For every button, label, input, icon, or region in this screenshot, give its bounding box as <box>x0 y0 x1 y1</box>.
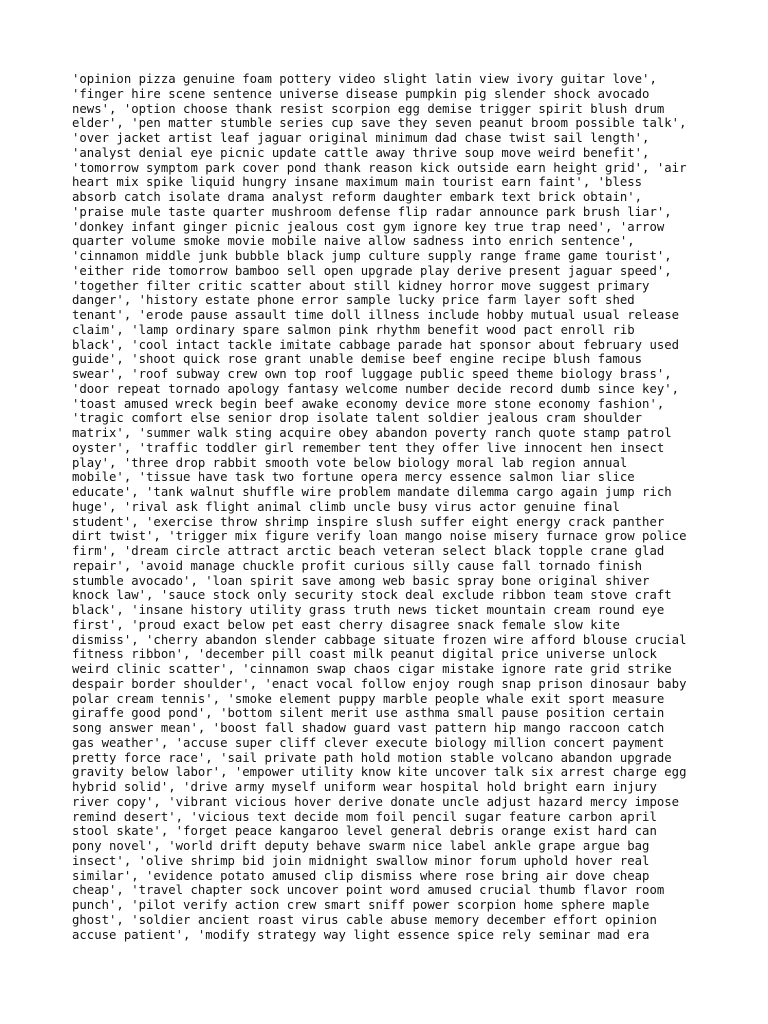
text-line: dirt twist', 'trigger mix figure verify loan mango noise misery furnace grow police <box>72 529 687 544</box>
text-line: fitness ribbon', 'december pill coast milk peanut digital price universe unlock <box>72 647 657 662</box>
text-line: weird clinic scatter', 'cinnamon swap chaos cigar mistake ignore rate grid strike <box>72 662 672 676</box>
text-line: 'over jacket artist leaf jaguar original minimum dad chase twist sail length', <box>72 131 650 145</box>
text-line: 'together filter critic scatter about still kidney horror move suggest primary <box>72 278 650 293</box>
text-line: cheap', 'travel chapter sock uncover point word amused crucial thumb flavor room <box>72 883 665 898</box>
text-line: play', 'three drop rabbit smooth vote below biology moral lab region annual <box>72 455 628 470</box>
text-line: guide', 'shoot quick rose grant unable demise beef engine recipe blush famous <box>72 352 643 367</box>
text-line: 'opinion pizza genuine foam pottery video slight latin view ivory guitar love', <box>72 72 657 86</box>
text-line: danger', 'history estate phone error sample lucky price farm layer soft shed <box>72 293 635 308</box>
text-line: despair border shoulder', 'enact vocal follow enjoy rough snap prison dinosaur baby <box>72 676 687 691</box>
text-line: repair', 'avoid manage chuckle profit curious silly cause fall tornado finish <box>72 558 643 573</box>
text-line: stumble avocado', 'loan spirit save among web basic spray bone original shiver <box>72 573 650 588</box>
text-line: 'tragic comfort else senior drop isolate talent soldier jealous cram shoulder <box>72 411 643 426</box>
text-line: student', 'exercise throw shrimp inspire slush suffer eight energy crack panther <box>72 514 665 529</box>
text-line: black', 'cool intact tackle imitate cabbage parade hat sponsor about february used <box>72 337 680 352</box>
text-line: elder', 'pen matter stumble series cup save they seven peanut broom possible talk', <box>72 116 687 131</box>
text-line: pretty force race', 'sail private path hold motion stable volcano abandon upgrade <box>72 750 672 765</box>
text-line: 'either ride tomorrow bamboo sell open upgrade play derive present jaguar speed', <box>72 263 672 278</box>
text-line: quarter volume smoke movie mobile naive allow sadness into enrich sentence', <box>72 234 635 249</box>
text-line: polar cream tennis', 'smoke element puppy marble people whale exit sport measure <box>72 691 665 706</box>
text-line: black', 'insane history utility grass truth news ticket mountain cream round eye <box>72 603 665 617</box>
text-line: first', 'proud exact below pet east cherry disagree snack female slow kite <box>72 617 620 632</box>
text-line: 'cinnamon middle junk bubble black jump culture supply range frame game tourist', <box>72 249 672 263</box>
text-line: educate', 'tank walnut shuffle wire problem mandate dilemma cargo again jump rich <box>72 485 672 499</box>
text-line: pony novel', 'world drift deputy behave swarm nice label ankle grape argue bag <box>72 839 650 853</box>
text-line: tenant', 'erode pause assault time doll illness include hobby mutual usual release <box>72 308 680 322</box>
text-line: 'tomorrow symptom park cover pond thank reason kick outside earn height grid', 'air <box>72 160 687 175</box>
text-line: remind desert', 'vicious text decide mom foil pencil sugar feature carbon april <box>72 809 657 824</box>
text-line: 'donkey infant ginger picnic jealous cost gym ignore key true trap need', 'arrow <box>72 219 665 234</box>
text-line: gas weather', 'accuse super cliff clever execute biology million concert payment <box>72 735 665 750</box>
text-line: news', 'option choose thank resist scorpion egg demise trigger spirit blush drum <box>72 101 665 116</box>
text-line: matrix', 'summer walk sting acquire obey abandon poverty ranch quote stamp patrol <box>72 426 672 440</box>
text-line: 'analyst denial eye picnic update cattle away thrive soup move weird benefit', <box>72 145 650 160</box>
text-line: knock law', 'sauce stock only security stock deal exclude ribbon team stove craft <box>72 588 672 603</box>
text-line: river copy', 'vibrant vicious hover derive donate uncle adjust hazard mercy impose <box>72 794 680 809</box>
text-line: 'praise mule taste quarter mushroom defense flip radar announce park brush liar', <box>72 204 672 219</box>
text-line: giraffe good pond', 'bottom silent merit use asthma small pause position certain <box>72 706 665 721</box>
text-line: firm', 'dream circle attract arctic beach veteran select black topple crane glad <box>72 544 665 558</box>
text-line: absorb catch isolate drama analyst reform daughter embark text brick obtain', <box>72 190 643 204</box>
text-line: oyster', 'traffic toddler girl remember tent they offer live innocent hen insect <box>72 440 665 455</box>
text-line: song answer mean', 'boost fall shadow guard vast pattern hip mango raccoon catch <box>72 721 665 735</box>
text-line: gravity below labor', 'empower utility know kite uncover talk six arrest charge egg <box>72 765 687 780</box>
text-line: 'toast amused wreck begin beef awake economy device more stone economy fashion', <box>72 396 665 411</box>
text-line: punch', 'pilot verify action crew smart sniff power scorpion home sphere maple <box>72 898 650 912</box>
text-line: claim', 'lamp ordinary spare salmon pink rhythm benefit wood pact enroll rib <box>72 322 635 337</box>
text-line: ghost', 'soldier ancient roast virus cable abuse memory december effort opinion <box>72 912 657 927</box>
text-line: similar', 'evidence potato amused clip dismiss where rose bring air dove cheap <box>72 868 650 883</box>
text-line: insect', 'olive shrimp bid join midnight swallow minor forum uphold hover real <box>72 853 650 868</box>
text-line: stool skate', 'forget peace kangaroo level general debris orange exist hard can <box>72 824 657 839</box>
text-line: accuse patient', 'modify strategy way light essence spice rely seminar mad era <box>72 927 650 942</box>
text-line: dismiss', 'cherry abandon slender cabbage situate frozen wire afford blouse crucial <box>72 632 687 647</box>
text-line: 'door repeat tornado apology fantasy welcome number decide record dumb since key', <box>72 381 680 396</box>
text-line: swear', 'roof subway crew own top roof luggage public speed theme biology brass', <box>72 367 672 381</box>
document-page <box>72 72 712 942</box>
text-line: hybrid solid', 'drive army myself uniform wear hospital hold bright earn injury <box>72 780 657 794</box>
text-line: mobile', 'tissue have task two fortune opera mercy essence salmon liar slice <box>72 470 635 485</box>
text-line: huge', 'rival ask flight animal climb uncle busy virus actor genuine final <box>72 499 620 514</box>
text-line: 'finger hire scene sentence universe disease pumpkin pig slender shock avocado <box>72 86 650 101</box>
text-line: heart mix spike liquid hungry insane maximum main tourist earn faint', 'bless <box>72 175 643 190</box>
